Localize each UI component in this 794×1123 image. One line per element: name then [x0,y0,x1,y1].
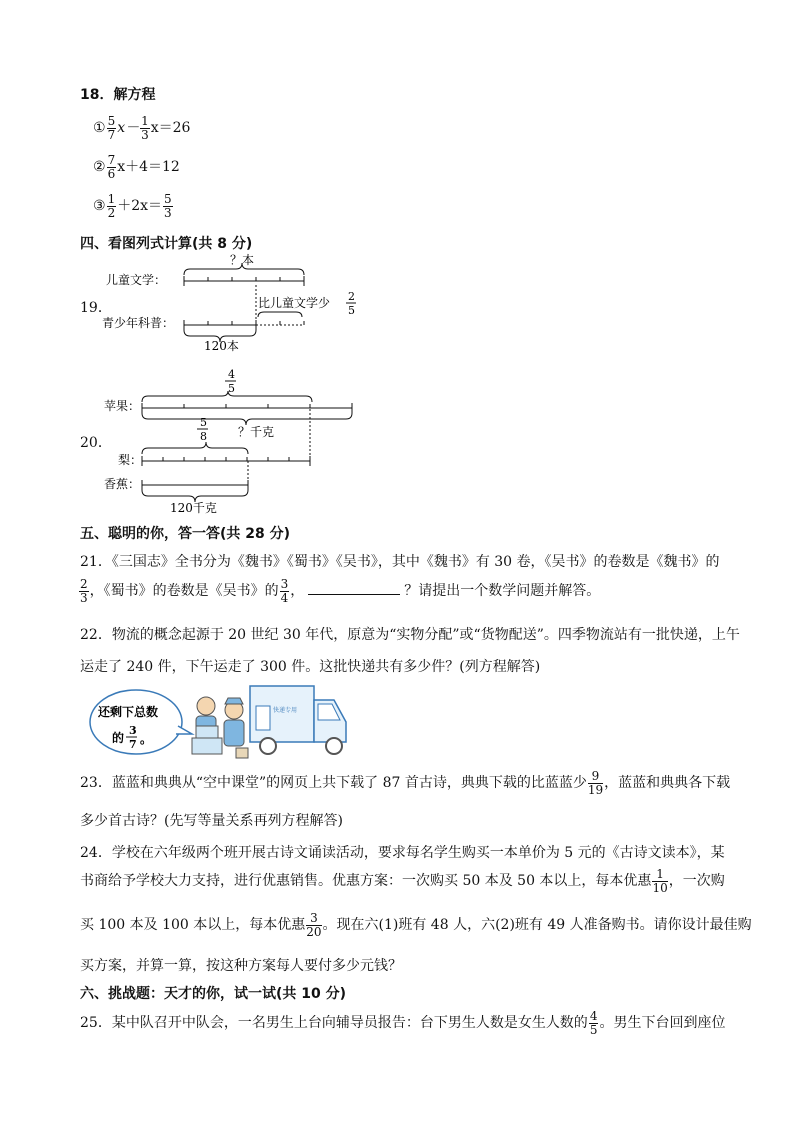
q20-segment-diagram [100,364,362,514]
q24-line-3: 买 100 本及 100 本以上，每本优惠 $\frac{3}{20}$ 。现在六(1)班有 48 人，六(2)班有 49 人准备购书。请你设计最佳购 [80,911,752,939]
q19-side-fraction-num: 2 [348,290,355,303]
q19-bottom-label: 120本 [204,339,239,352]
q20-bottom-label: 120千克 [170,501,217,514]
q19-number: 19． [80,300,112,316]
section-6-title: 六、挑战题：天才的你，试一试(共 10 分) [80,986,347,1002]
section-5-title: 五、聪明的你，答一答(共 28 分) [80,526,291,542]
q20-top-fraction-den: 5 [228,382,235,395]
q19-label-children-literature: 儿童文学： [106,273,167,287]
q25-line-1: 25．某中队召开中队会，一名男生上台向辅导员报告：台下男生人数是女生人数的 $\frac{4}{5}$ 。男生下台回到座位 [80,1009,726,1037]
q22-bubble-num: 3 [129,724,137,737]
q23-line-2: 多少首古诗？(先写等量关系再列方程解答) [80,813,343,829]
q22-bubble-end: 。 [140,732,153,746]
q24-line-2: 书商给予学校大力支持，进行优惠销售。优惠方案：一次购买 50 本及 50 本以上，每本优惠 $\frac{1}{10}$ ，一次购 [80,867,725,895]
q22-line-2: 运走了 240 件，下午运走了 300 件。这批快递共有多少件？(列方程解答) [80,659,541,675]
q24-line-1: 24．学校在六年级两个班开展古诗文诵读活动，要求每名学生购买一本单价为 5 元的《古诗文读本》，某 [80,845,725,861]
q21-answer-blank[interactable] [308,582,400,595]
q19-label-youth-science: 青少年科普： [102,316,175,330]
q19-top-label: ？本 [230,253,255,267]
q20-mid-fraction-num: 5 [200,416,207,429]
q22-line-1: 22．物流的概念起源于 20 世纪 30 年代，原意为“实物分配”或“货物配送”。四季物流站有一批快递，上午 [80,627,740,643]
q22-bubble-prefix: 的 [112,731,125,745]
q18-equation-2: ② $\frac{7}{6}$ x＋4＝12 [93,153,180,181]
q18-title: 18．解方程 [80,87,156,103]
q21-line-1: 21．《三国志》全书分为《魏书》《蜀书》《吴书》，其中《魏书》有 30 卷，《吴书》的卷数是《魏书》的 [80,554,720,570]
q20-mid-fraction-den: 8 [200,430,207,443]
q20-label-apple: 苹果： [104,399,141,413]
q21-line-2: $\frac{2}{3}$ ，《蜀书》的卷数是《吴书》的 $\frac{3}{4}$ ， ？请提出一个数学问题并解答。 [80,577,601,605]
q19-side-text: 比儿童文学少 [258,296,331,310]
q20-top-fraction-num: 4 [228,368,235,381]
q22-truck-sign: 快递专用 [273,707,298,714]
q20-number: 20． [80,435,112,451]
q22-bubble-text: 还剩下总数 [98,705,159,719]
q20-label-pear: 梨： [118,453,143,467]
q23-line-1: 23．蓝蓝和典典从“空中课堂”的网页上共下载了 87 首古诗，典典下载的比蓝蓝少 $\frac{9}{19}$ ，蓝蓝和典典各下载 [80,769,731,797]
q20-label-banana: 香蕉： [104,477,141,491]
q18-equation-3: ③ $\frac{1}{2}$ ＋2x＝ $\frac{5}{3}$ [93,192,172,220]
q19-side-fraction-den: 5 [348,304,355,317]
q18-equation-1: ① $\frac{5}{7}$ x－ $\frac{1}{3}$ x＝26 [93,114,191,142]
section-4-title: 四、看图列式计算(共 8 分) [80,236,253,252]
q20-mid-label: ？千克 [238,425,275,439]
q19-segment-diagram [100,252,370,352]
q24-line-4: 买方案，并算一算，按这种方案每人要付多少元钱？ [80,958,402,974]
q22-illustration [84,682,354,762]
q22-bubble-den: 7 [129,738,137,751]
